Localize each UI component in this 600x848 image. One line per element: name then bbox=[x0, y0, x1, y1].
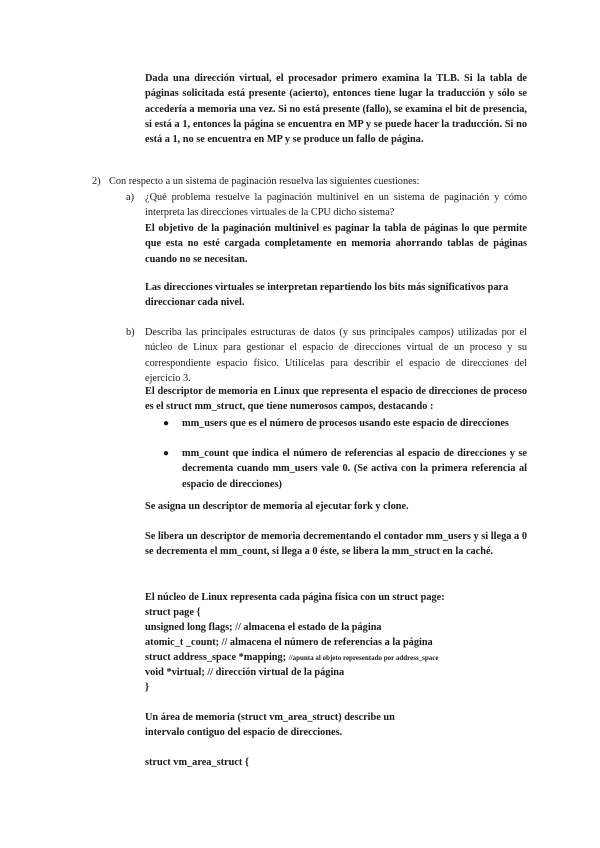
code-flags-line: unsigned long flags; // almacena el estado de la página bbox=[145, 622, 382, 633]
question-2-number: 2) bbox=[92, 176, 101, 187]
code-mapping-comment: //apunta al objeto representado por address_space bbox=[288, 654, 439, 662]
code-mapping-line bbox=[145, 650, 545, 666]
code-mapping-decl: struct address_space *mapping; bbox=[145, 652, 287, 663]
bullet-mm-users: mm_users que es el número de procesos usando este espacio de direcciones bbox=[182, 418, 509, 429]
question-2b-text: Describa las principales estructuras de datos (y sus principales campos) utilizadas por el núcleo de Linux para gestionar el espacio de direcciones virtual de un proceso y su correspondiente espacio físico. Utilícelas para describir el espacio de direcciones del ejercicio 3. bbox=[145, 327, 527, 384]
code-vm-area-struct-open: struct vm_area_struct { bbox=[145, 757, 249, 768]
struct-page-intro: El núcleo de Linux representa cada página física con un struct page: bbox=[145, 592, 445, 603]
code-struct-close: } bbox=[145, 682, 150, 693]
intro-paragraph: Dada una dirección virtual, el procesador primero examina la TLB. Si la tabla de páginas solicitada está presente (acierto), entonces tiene lugar la traducción y sólo se accedería a memoria una vez. Si no está presente (fallo), se examina el bit de presencia, si está a 1, entonces la página se encuentra en MP y se puede hacer la traducción. Si no está a 1, no se encuentra en MP y se produce un fallo de página. bbox=[145, 73, 527, 146]
answer-2a-paragraph-1: El objetivo de la paginación multinivel es paginar la tabla de páginas lo que permite que esta no esté cargada completamente en memoria ahorrando tablas de páginas cuando no se necesitan. bbox=[145, 223, 527, 265]
code-struct-page-open: struct page { bbox=[145, 607, 201, 618]
vm-area-paragraph: Un área de memoria (struct vm_area_struct) describe un intervalo contiguo del espacio de direcciones. bbox=[145, 712, 395, 739]
code-virtual-line: void *virtual; // dirección virtual de la página bbox=[145, 667, 345, 678]
question-2a-text: ¿Qué problema resuelve la paginación multinivel en un sistema de paginación y cómo interpreta las direcciones virtuales de la CPU dicho sistema? bbox=[145, 192, 527, 219]
free-descriptor-paragraph: Se libera un descriptor de memoria decrementando el contador mm_users y si llega a 0 se decrementa el mm_count, si llega a 0 éste, se libera la mm_struct en la caché. bbox=[145, 531, 527, 558]
assign-descriptor-paragraph: Se asigna un descriptor de memoria al ejecutar fork y clone. bbox=[145, 501, 409, 512]
bullet-icon: ● bbox=[163, 448, 170, 459]
question-2b-marker: b) bbox=[126, 327, 135, 338]
question-2-text: Con respecto a un sistema de paginación resuelva las siguientes cuestiones: bbox=[109, 176, 420, 187]
bullet-icon: ● bbox=[163, 418, 170, 429]
answer-2a-paragraph-2: Las direcciones virtuales se interpretan repartiendo los bits más significativos para direccionar cada nivel. bbox=[145, 282, 509, 309]
question-2a-marker: a) bbox=[126, 192, 134, 203]
memory-descriptor-paragraph: El descriptor de memoria en Linux que representa el espacio de direcciones de proceso es el struct mm_struct, que tiene numerosos campos, destacando : bbox=[145, 386, 527, 413]
bullet-mm-count: mm_count que indica el número de referencias al espacio de direcciones y se decrementa cuando mm_users vale 0. (Se activa con la primera referencia al espacio de direcciones) bbox=[182, 448, 527, 490]
code-count-line: atomic_t _count; // almacena el número de referencias a la página bbox=[145, 637, 433, 648]
